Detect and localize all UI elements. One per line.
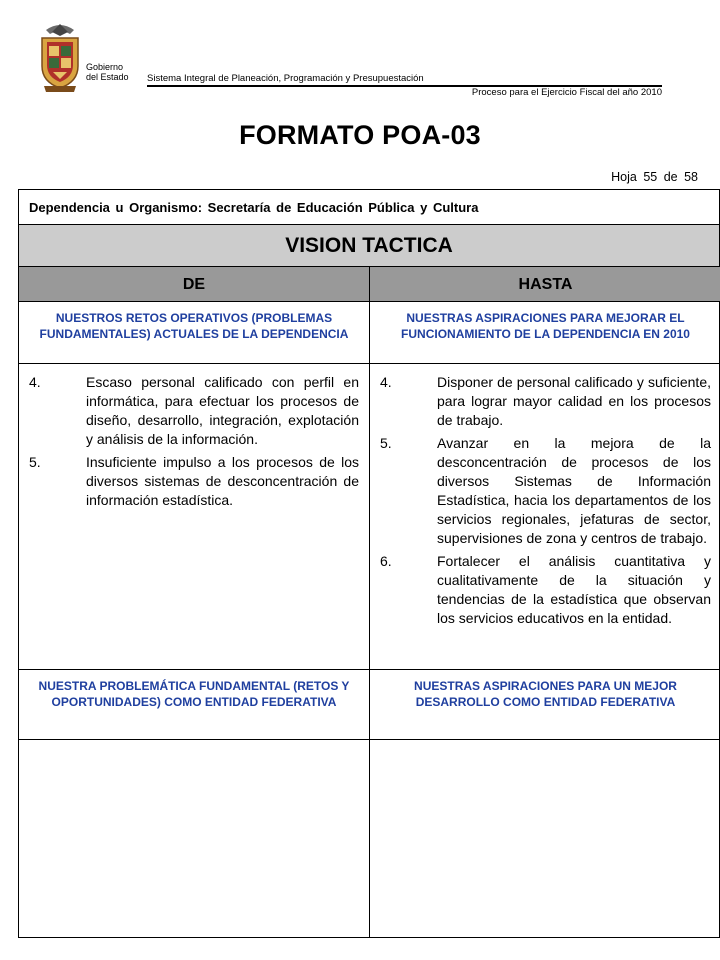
gov-line-1: Gobierno: [86, 62, 124, 72]
page-counter: Hoja 55 de 58: [611, 170, 698, 184]
vision-table: [18, 189, 720, 938]
item-number: 5.: [29, 454, 41, 470]
state-coat-of-arms-icon: [38, 20, 82, 94]
section2-left-header: NUESTRA PROBLEMÁTICA FUNDAMENTAL (RETOS Y OPORTUNIDADES) COMO ENTIDAD FEDERATIVA: [19, 670, 370, 740]
gov-line-2: del Estado: [86, 72, 129, 82]
list-item: [29, 373, 359, 449]
system-name: Sistema Integral de Planeación, Programación y Presupuestación: [147, 73, 424, 84]
vision-header: VISION TACTICA: [19, 225, 719, 267]
item-text: Insuficiente impulso a los procesos de los diversos sistemas de desconcentración de información estadística.: [86, 454, 359, 508]
list-item: [380, 434, 711, 548]
section1-right-header: NUESTRAS ASPIRACIONES PARA MEJORAR EL FUNCIONAMIENTO DE LA DEPENDENCIA EN 2010: [370, 302, 720, 364]
section2-right-header: NUESTRAS ASPIRACIONES PARA UN MEJOR DESARROLLO COMO ENTIDAD FEDERATIVA: [370, 670, 720, 740]
item-number: 5.: [380, 435, 392, 451]
government-label: [86, 62, 129, 82]
column-header-hasta: HASTA: [370, 267, 720, 302]
item-text: Avanzar en la mejora de la desconcentración de procesos de los diversos Sistemas de Información Estadística, hacia los departamentos de los servicios regionales, jefaturas de sector, supervisiones de zona y centros de trabajo.: [437, 435, 711, 546]
section1-left-header: NUESTROS RETOS OPERATIVOS (PROBLEMAS FUNDAMENTALES) ACTUALES DE LA DEPENDENCIA: [19, 302, 370, 364]
list-item: [380, 373, 711, 430]
item-number: 4.: [29, 374, 41, 390]
section2-left-cell: [19, 740, 370, 938]
left-items-list: [19, 364, 369, 510]
list-item: [380, 552, 711, 628]
dependency-row: Dependencia u Organismo: Secretaría de Educación Pública y Cultura: [19, 190, 719, 225]
right-items-list: [370, 364, 720, 628]
list-item: [29, 453, 359, 510]
item-number: 6.: [380, 553, 392, 569]
item-text: Disponer de personal calificado y suficiente, para lograr mayor calidad en los procesos de trabajo.: [437, 374, 711, 428]
section1-left-cell: [19, 364, 370, 670]
item-number: 4.: [380, 374, 392, 390]
item-text: Escaso personal calificado con perfil en informática, para efectuar los procesos de diseño, desarrollo, integración, explotación y análisis de la información.: [86, 374, 359, 447]
section1-right-cell: [370, 364, 720, 670]
page-title: FORMATO POA-03: [239, 120, 481, 150]
process-label: Proceso para el Ejercicio Fiscal del año 2010: [471, 87, 662, 98]
section2-right-cell: [370, 740, 720, 938]
item-text: Fortalecer el análisis cuantitativa y cualitativamente de la situación y tendencias de la estadística que observan los servicios educativos en la entidad.: [437, 553, 711, 626]
column-header-de: DE: [19, 267, 370, 302]
